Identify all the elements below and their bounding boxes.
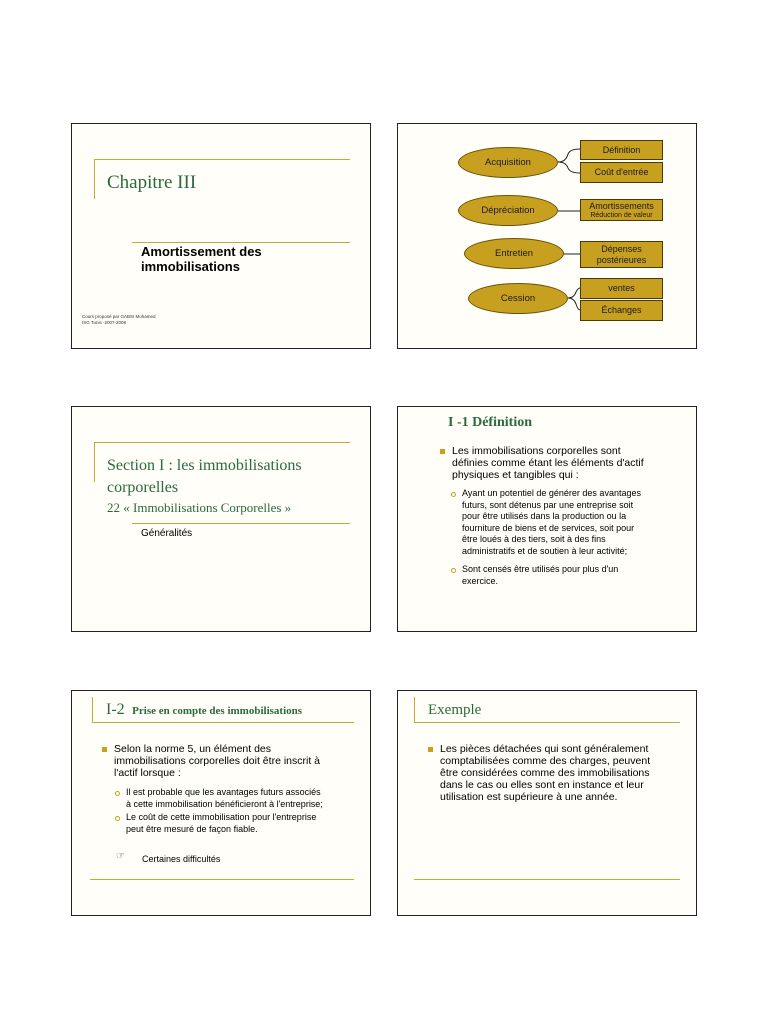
- box-ventes: [580, 278, 663, 299]
- bullet-line: administratifs et de soutien à leur activité;: [462, 545, 628, 556]
- slide-title: I -1 Définition: [448, 415, 532, 430]
- bullet-line: utilisation est supérieure à une année.: [440, 791, 618, 803]
- note-text: Certaines difficultés: [142, 854, 221, 864]
- footer-line-1: Cours proposé par GABSI Mohamed: [82, 314, 156, 319]
- box-echanges: [580, 300, 663, 321]
- bullet-line: Ayant un potentiel de générer des avantages: [462, 488, 641, 498]
- subtitle-rule: [132, 523, 350, 524]
- square-bullet-icon: [428, 747, 433, 752]
- box-cout-entree: [580, 162, 663, 183]
- bullet-line: l'actif lorsque :: [114, 767, 181, 779]
- bullet-main: [102, 743, 362, 779]
- title-rule: [414, 722, 680, 723]
- ring-bullet-icon: [451, 492, 456, 497]
- box-reduction-label: Réduction de valeur: [590, 211, 653, 219]
- box-cout-label: Coût d'entrée: [594, 167, 649, 177]
- square-bullet-icon: [102, 747, 107, 752]
- bullet-line: physiques et tangibles qui :: [452, 469, 579, 481]
- bullet-line: pour être utilisés dans la production ou la: [462, 511, 627, 521]
- left-rule: [414, 697, 415, 723]
- footer-line-2: ISG Tunis -2007-2008: [82, 320, 127, 325]
- slide-6: [397, 690, 697, 916]
- box-ventes-label: ventes: [608, 283, 635, 293]
- bullet-line: définies comme étant les éléments d'actif: [452, 457, 644, 469]
- box-amort-label: Amortissements: [589, 200, 654, 211]
- square-bullet-icon: [440, 449, 445, 454]
- section-title: [107, 455, 347, 499]
- bullet-line: Le coût de cette immobilisation pour l'entreprise: [126, 812, 317, 822]
- pointing-hand-icon: ☞: [116, 851, 125, 862]
- bullet-line: Il est probable que les avantages futurs associés: [126, 787, 321, 797]
- bullet-line: être loués à des tiers, soit à des fins: [462, 534, 606, 544]
- bullet-line: Les immobilisations corporelles sont: [452, 445, 621, 457]
- slide-4: [397, 406, 697, 632]
- ring-bullet-icon: [115, 791, 120, 796]
- bullet-line: être considérées comme des immobilisations: [440, 767, 650, 779]
- subtitle-rule: [132, 242, 350, 243]
- oval-acquisition: Acquisition: [458, 147, 558, 178]
- bullet-line: peut être mesuré de façon fiable.: [126, 823, 258, 834]
- sub-bullet-2: [451, 564, 691, 587]
- section-subtitle: 22 « Immobilisations Corporelles »: [107, 500, 292, 515]
- slide-title: Exemple: [428, 702, 482, 718]
- subtitle-line-2: immobilisations: [141, 259, 240, 274]
- bullet-line: futurs, sont détenus par une entreprise soit: [462, 499, 634, 510]
- slide-3: [71, 406, 371, 632]
- bullet-line: Selon la norme 5, un élément des: [114, 743, 272, 755]
- box-depenses-line2: postérieures: [596, 254, 647, 265]
- bullet-line: exercice.: [462, 575, 499, 586]
- bullet-line: Sont censés être utilisés pour plus d'un: [462, 564, 619, 574]
- subtitle-line-1: Amortissement des: [141, 244, 262, 259]
- bullet-line: fourniture de biens et de services, soit pour: [462, 522, 635, 533]
- bottom-rule: [90, 879, 354, 880]
- slide-title: Chapitre III: [107, 172, 197, 193]
- bullet-main: [440, 445, 690, 481]
- title-rule: [92, 722, 354, 723]
- sub-bullet-1: [115, 787, 365, 810]
- bullet-line: dans le cas ou elles sont en instance et leur: [440, 779, 644, 791]
- top-rule: [94, 159, 350, 160]
- bullet-line: à cette immobilisation bénéficieront à l'entreprise;: [126, 798, 323, 809]
- section-title-line-1: Section I : les immobilisations: [107, 457, 302, 474]
- left-rule: [92, 697, 93, 723]
- generalites-label: Généralités: [141, 528, 193, 539]
- ring-bullet-icon: [115, 816, 120, 821]
- oval-depreciation: Dépréciation: [458, 195, 558, 226]
- left-rule: [94, 442, 95, 482]
- box-depenses-line1: Dépenses: [601, 243, 642, 254]
- bullet-main: [428, 743, 690, 803]
- box-echanges-label: Échanges: [601, 305, 642, 315]
- box-amortissements: [580, 199, 663, 221]
- title-number: I-2: [106, 701, 125, 718]
- slide-5: [71, 690, 371, 916]
- slide-title: [106, 701, 302, 719]
- box-depenses: [580, 241, 663, 268]
- sub-bullet-2: [115, 812, 365, 835]
- bullet-line: immobilisations corporelles doit être inscrit à: [114, 755, 320, 767]
- bullet-line: comptabilisées comme des charges, peuvent: [440, 755, 651, 767]
- oval-entretien: Entretien: [464, 238, 564, 269]
- box-definition: [580, 140, 663, 160]
- slide-2: [397, 123, 697, 349]
- bullet-line: Les pièces détachées qui sont généralement: [440, 743, 649, 755]
- slide-subtitle: [141, 244, 341, 274]
- top-rule: [94, 442, 350, 443]
- title-text: Prise en compte des immobilisations: [132, 705, 303, 717]
- ring-bullet-icon: [451, 568, 456, 573]
- bottom-rule: [414, 879, 680, 880]
- oval-cession: Cession: [468, 283, 568, 314]
- sub-bullet-1: [451, 488, 691, 557]
- left-rule: [94, 159, 95, 199]
- box-definition-label: Définition: [602, 144, 641, 155]
- section-title-line-2: corporelles: [107, 479, 179, 496]
- slide-1: [71, 123, 371, 349]
- slide-footer: [82, 314, 156, 326]
